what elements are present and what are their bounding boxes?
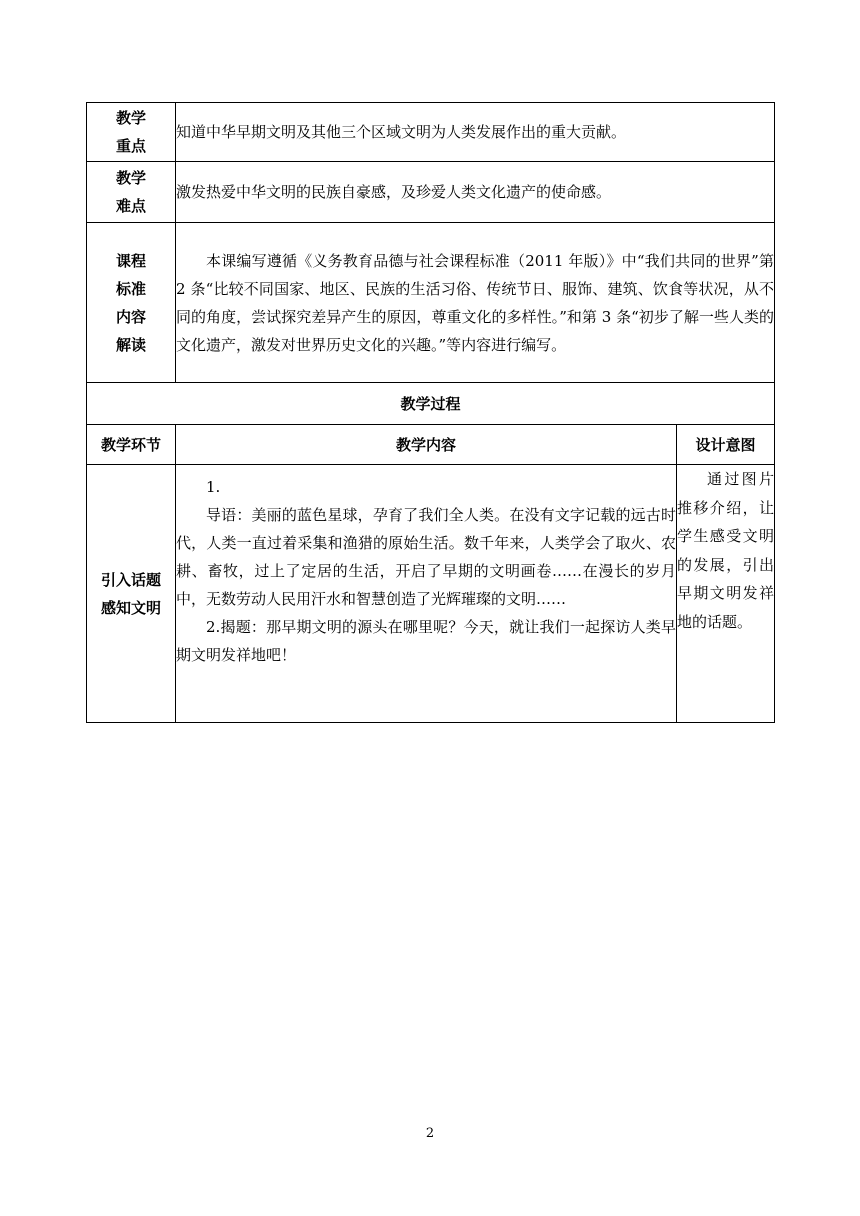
intent-text: 通过图片推移介绍，让学生感受文明的发展，引出早期文明发祥地的话题。 [677,465,775,723]
content-cell [176,465,677,723]
difficulties-row [87,162,775,223]
lesson-plan-table [86,102,775,723]
process-title: 教学过程 [87,383,775,425]
content-paragraph-1: 1. [206,478,221,496]
key-points-label: 教学 重点 [87,103,176,162]
process-header-row [87,425,775,465]
page-number: 2 [425,1126,435,1141]
standards-row [87,223,775,383]
header-intent: 设计意图 [677,425,775,465]
standards-label: 课程 标准 内容 解读 [87,223,176,383]
key-points-text: 知道中华早期文明及其他三个区域文明为人类发展作出的重大贡献。 [176,103,775,162]
process-content-row [87,465,775,723]
key-points-row [87,103,775,162]
header-stage: 教学环节 [87,425,176,465]
process-title-row [87,383,775,425]
header-content: 教学内容 [176,425,677,465]
difficulties-text: 激发热爱中华文明的民族自豪感，及珍爱人类文化遗产的使命感。 [176,162,775,223]
content-paragraph-2: 导语：美丽的蓝色星球，孕育了我们全人类。在没有文字记载的远古时代，人类一直过着采集和渔猎的原始生活。数千年来，人类学会了取火、农耕、畜牧，过上了定居的生活，开启了早期的文明画卷……在漫长的岁月中，无数劳动人民用汗水和智慧创造了光辉璀璨的文明…… [176,506,676,608]
content-paragraph-3: 2.揭题：那早期文明的源头在哪里呢？今天，就让我们一起探访人类早期文明发祥地吧！ [176,618,676,664]
standards-paragraph: 本课编写遵循《义务教育品德与社会课程标准（2011 年版）》中“我们共同的世界”第 2 条“比较不同国家、地区、民族的生活习俗、传统节日、服饰、建筑、饮食等状况，从不同的角度，尝试探究差异产生的原因，尊重文化的多样性。”和第 3 条“初步了解一些人类的文化遗产，激发对世界历史文化的兴趣。”等内容进行编写。 [176,251,775,354]
difficulties-label: 教学 难点 [87,162,176,223]
standards-text-cell [176,223,775,383]
stage-label: 引入话题 感知文明 [87,465,176,723]
